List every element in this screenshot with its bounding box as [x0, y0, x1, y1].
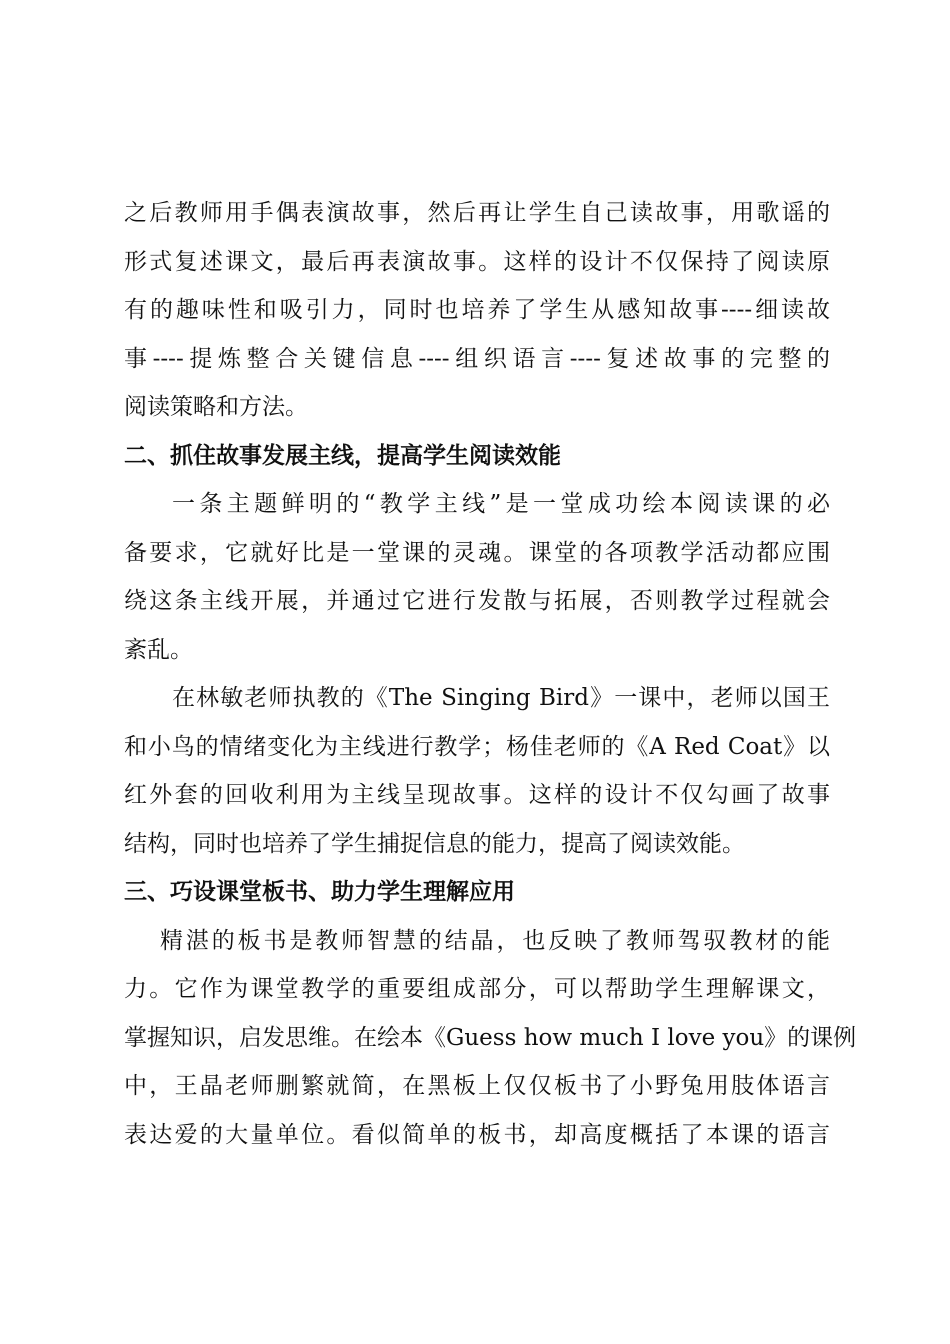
paragraph-line: 阅读策略和方法。 — [124, 394, 308, 420]
paragraph-main-line — [124, 480, 830, 674]
paragraph-line: 在林敏老师执教的《The Singing Bird》一课中，老师以国王 — [172, 685, 830, 711]
paragraph-line: 表达爱的大量单位。看似简单的板书，却高度概括了本课的语言 — [124, 1121, 830, 1148]
paragraph-line: 绕这条主线开展，并通过它进行发散与拓展，否则教学过程就会 — [124, 588, 830, 614]
paragraph-line: 之后教师用手偶表演故事，然后再让学生自己读故事，用歌谣的 — [124, 200, 830, 226]
section-heading-2: 二、抓住故事发展主线，提高学生阅读效能 — [124, 442, 561, 469]
section-heading-3: 三、巧设课堂板书、助力学生理解应用 — [124, 879, 515, 905]
paragraph-line: 掌握知识，启发思维。在绘本《Guess how much I love you》的课例 — [124, 1024, 857, 1051]
paragraph-line: 一条主题鲜明的“教学主线”是一堂成功绘本阅读课的必 — [172, 491, 830, 517]
paragraph-line: 形式复述课文，最后再表演故事。这样的设计不仅保持了阅读原 — [124, 248, 830, 275]
paragraph-intro — [124, 189, 830, 432]
document-page — [124, 189, 857, 1159]
paragraph-line: 备要求，它就好比是一堂课的灵魂。课堂的各项教学活动都应围 — [124, 539, 830, 566]
paragraph-line: 红外套的回收利用为主线呈现故事。这样的设计不仅勾画了故事 — [124, 782, 830, 808]
paragraph-blackboard — [124, 917, 857, 1160]
paragraph-line: 力。它作为课堂教学的重要组成部分，可以帮助学生理解课文， — [124, 976, 830, 1002]
paragraph-line: 事----提炼整合关键信息----组织语言----复述故事的完整的 — [124, 345, 830, 372]
paragraph-line: 和小鸟的情绪变化为主线进行教学；杨佳老师的《A Red Coat》以 — [124, 733, 830, 760]
paragraph-line: 中，王晶老师删繁就简，在黑板上仅仅板书了小野兔用肢体语言 — [124, 1073, 830, 1099]
paragraph-line: 有的趣味性和吸引力，同时也培养了学生从感知故事----细读故 — [124, 297, 830, 323]
paragraph-line: 结构，同时也培养了学生捕捉信息的能力，提高了阅读效能。 — [124, 830, 745, 857]
paragraph-line: 精湛的板书是教师智慧的结晶，也反映了教师驾驭教材的能 — [160, 927, 830, 954]
paragraph-line: 紊乱。 — [124, 636, 193, 663]
paragraph-examples — [124, 674, 830, 868]
